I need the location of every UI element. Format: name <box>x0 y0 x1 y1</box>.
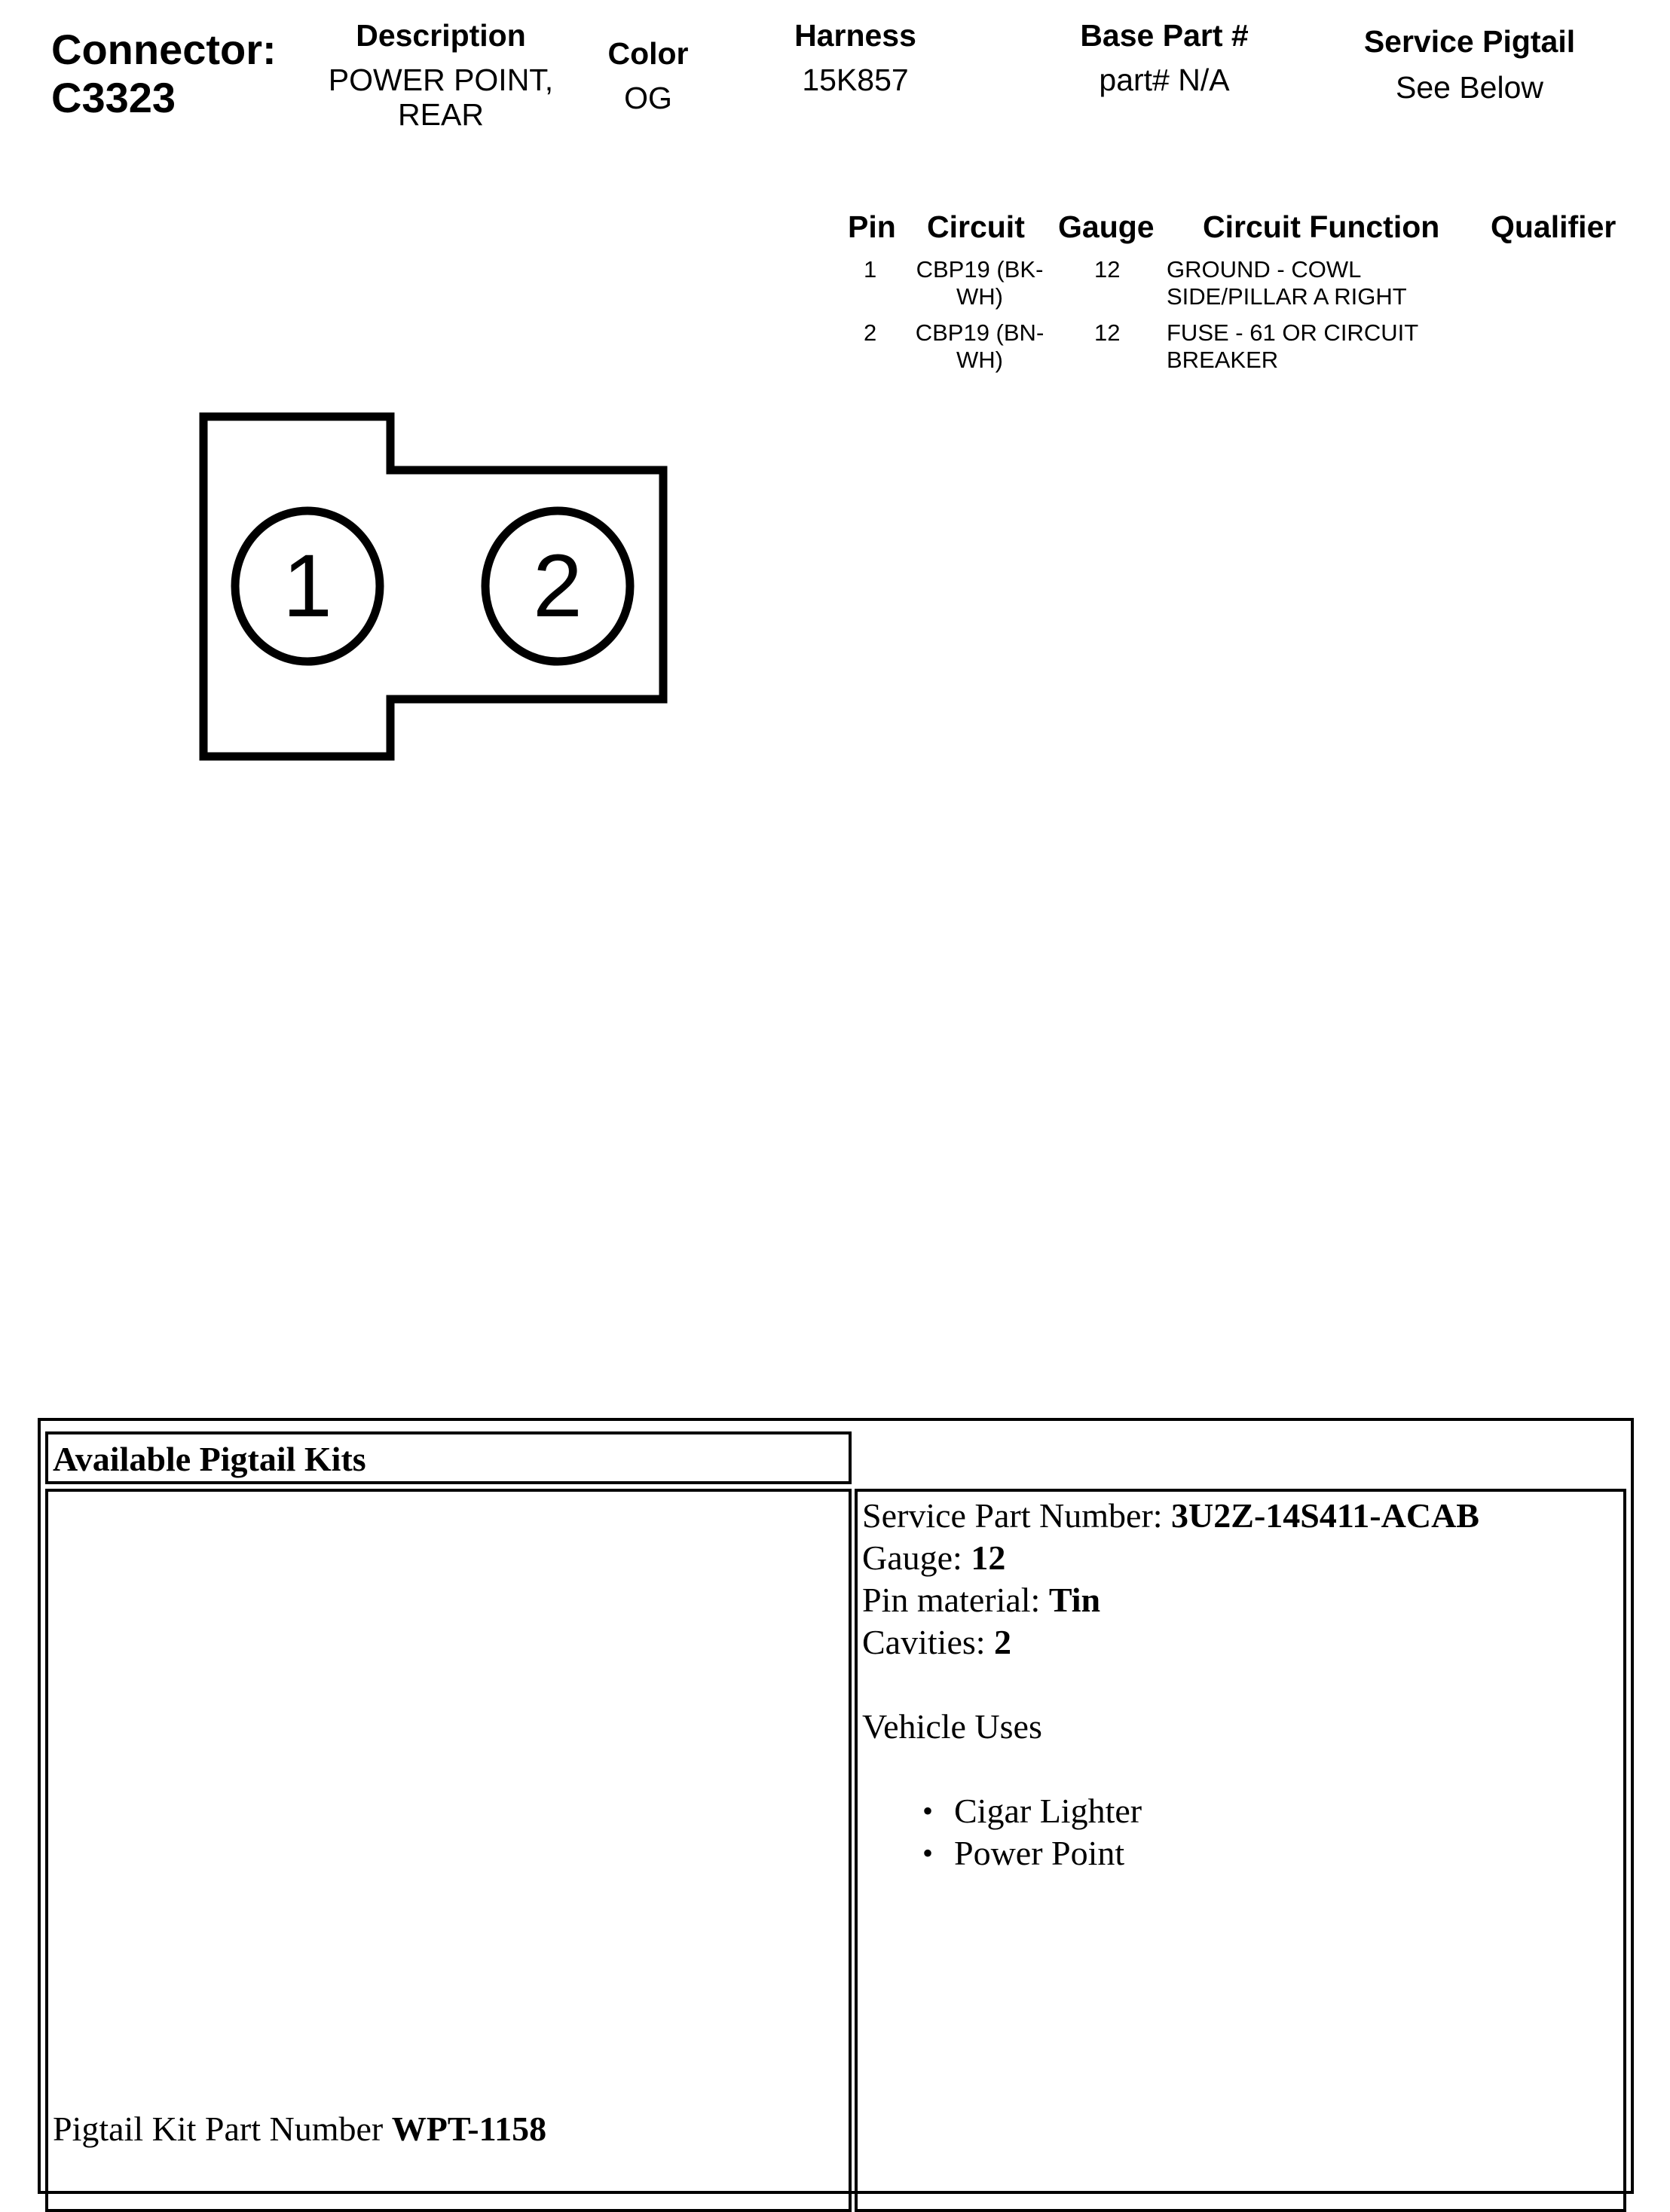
cavities-label: Cavities: <box>862 1623 995 1661</box>
row2-function-line2: BREAKER <box>1167 347 1279 373</box>
pin-1-label: 1 <box>283 536 332 636</box>
description-label: Description <box>356 18 526 53</box>
pin-material-line <box>862 1579 1479 1621</box>
gauge-line <box>862 1537 1479 1579</box>
pin-material-label: Pin material: <box>862 1581 1049 1619</box>
vehicle-use-item: • Power Point <box>862 1832 1479 1874</box>
base-part-value: part# N/A <box>1099 63 1230 97</box>
connector-outline <box>203 417 663 756</box>
connector-diagram <box>0 0 1670 829</box>
color-value: OG <box>624 81 672 115</box>
cavities-line <box>862 1621 1479 1664</box>
row2-circuit-line1: CBP19 (BN- <box>915 319 1045 346</box>
harness-value: 15K857 <box>802 63 909 97</box>
row1-circuit-line1: CBP19 (BK- <box>916 256 1044 283</box>
row1-circuit-line2: WH) <box>956 283 1003 310</box>
vehicle-uses-list <box>862 1790 1479 1874</box>
service-part-number <box>862 1495 1479 1537</box>
gauge-label: Gauge: <box>862 1538 971 1577</box>
row2-gauge: 12 <box>1094 319 1121 346</box>
pigtail-kit-part-label: Pigtail Kit Part Number <box>53 2110 392 2148</box>
row1-gauge: 12 <box>1094 256 1121 283</box>
vehicle-uses-label: Vehicle Uses <box>862 1707 1042 1746</box>
pigtail-kit-part-value: WPT-1158 <box>391 2110 547 2148</box>
service-part-label: Service Part Number: <box>862 1496 1172 1535</box>
cavities-value: 2 <box>994 1623 1012 1661</box>
row2-pin: 2 <box>864 319 877 346</box>
row2-circuit-line2: WH) <box>956 347 1003 373</box>
pin-2-label: 2 <box>533 536 583 636</box>
circuit-header: Circuit <box>927 209 1025 244</box>
pigtail-heading-box <box>45 1431 852 1484</box>
harness-label: Harness <box>794 18 916 53</box>
description-value-line1: POWER POINT, <box>328 63 554 97</box>
base-part-label: Base Part # <box>1080 18 1249 53</box>
pigtail-details-box <box>855 1489 1626 2212</box>
connector-label: Connector: <box>51 26 277 73</box>
service-pigtail-value: See Below <box>1395 70 1543 105</box>
qualifier-header: Qualifier <box>1491 209 1616 244</box>
row1-function-line2: SIDE/PILLAR A RIGHT <box>1167 283 1407 310</box>
gauge-value: 12 <box>971 1538 1006 1577</box>
row1-function-line1: GROUND - COWL <box>1167 256 1362 283</box>
connector-id: C3323 <box>51 74 176 121</box>
pigtail-heading: Available Pigtail Kits <box>53 1440 366 1478</box>
circuit-function-header: Circuit Function <box>1203 209 1440 244</box>
row2-function-line1: FUSE - 61 OR CIRCUIT <box>1167 319 1419 346</box>
pin-header: Pin <box>848 209 896 244</box>
color-label: Color <box>607 36 689 71</box>
row1-pin: 1 <box>864 256 877 283</box>
service-pigtail-label: Service Pigtail <box>1363 24 1576 59</box>
pigtail-kit-part <box>53 2108 546 2150</box>
pigtail-kit-box <box>45 1489 852 2212</box>
gauge-header: Gauge <box>1058 209 1155 244</box>
description-value-line2: REAR <box>398 97 484 132</box>
service-part-value: 3U2Z-14S411-ACAB <box>1171 1496 1479 1535</box>
pin-material-value: Tin <box>1048 1581 1101 1619</box>
vehicle-use-item: • Cigar Lighter <box>862 1790 1479 1832</box>
pigtail-details <box>862 1495 1479 1874</box>
